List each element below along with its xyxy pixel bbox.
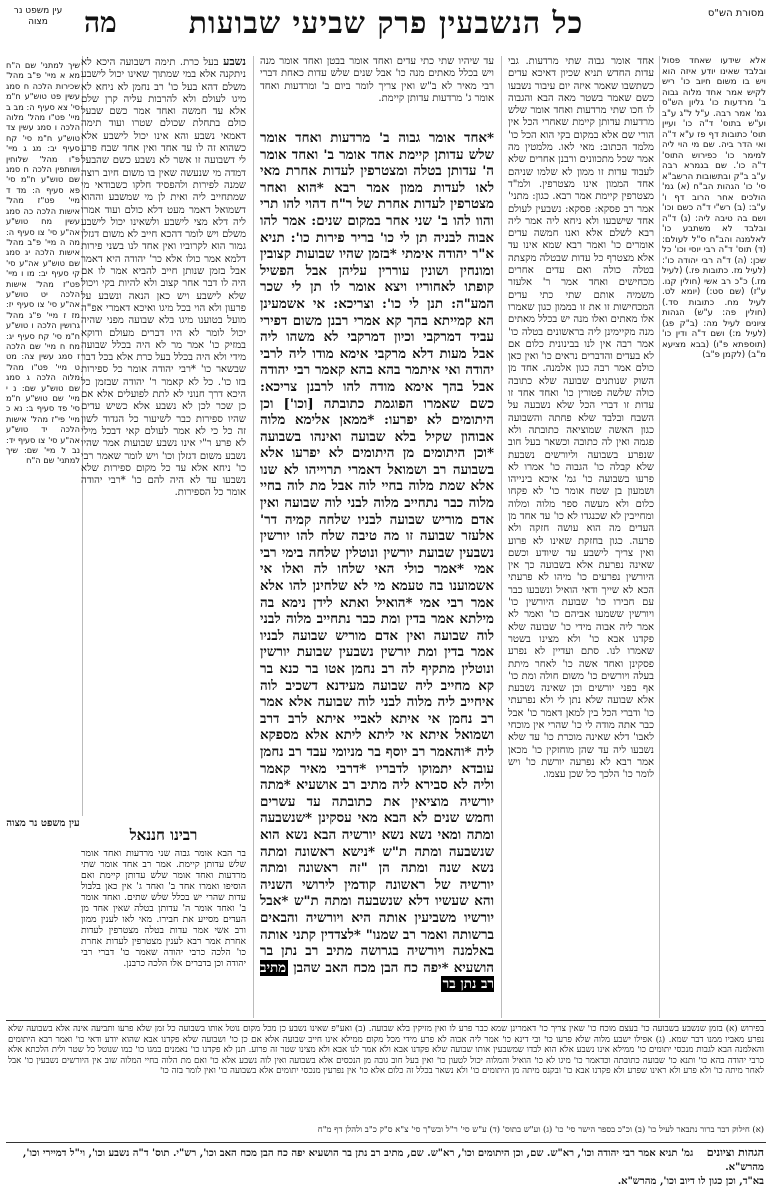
divider-line (253, 56, 254, 1018)
glosses-block (8, 1146, 764, 1187)
glosses-line-2: בא"ד, וכן כגון לו דיוב וכו', מהרש"א. (617, 1176, 764, 1187)
rabbenu-chananel-title: רבינו חננאל (129, 826, 198, 844)
tosafot-commentary (81, 56, 246, 786)
ein-mishpat-margin: שיך למתני' שם ה"ח מא א מיי' פ"ב מהל' שכירות הלכה ח סמג עשין פט טוש"ע ח"מ סי' צא סעיף ה: מב ב מיי' פט"ו מהל' מלוה הלכה ו סמג עשין צד טוש"ע ח"מ סי' קח סעיף יב: מג ג מיי' פ"ו מהל' שלוחין ושותפין הלכה ח סמג שם טוש"ע ח"מ סי' פא סעיף ה: מד ד מיי' פט"ז מהל' אישות הלכה כה סמג עשין מח טוש"ע אה"ע סי' צו סעיף ה: מה ה מיי' פ"ב מהל' אישות הלכה יג סמג שם טוש"ע אה"ע סי' קי סעיף יב: מו ו מיי' פט"ז מהל' אישות הלכה יט טוש"ע אה"ע סי' צו סעיף יז: מז ז מיי' פ"ג מהל' גרושין הלכה ו טוש"ע ח"מ סי' קח סעיף יג: מח ח מיי' שם הלכה ז סמג עשין צה: מט ט מיי' פט"ו מהל' מלוה הלכה ג סמג שם טוש"ע שם: נ י מיי' שם טוש"ע ח"מ סי' פד סעיף ב: נא כ מיי' פי"ז מהל' אישות הלכה יד טוש"ע אה"ע סי' צו סעיף יד: נב ל מיי' שם: שיך למתני' שם ה"ח (6, 60, 80, 466)
divider-line (501, 56, 502, 1018)
masoret-hashas-margin (662, 56, 766, 1016)
tosafot-text: בעל כרת. תימה דשבועה היכא לא ניתקנה אלא במי שמתוך שאינו יכול לישבע משלם דהא בעל כו' רב נחמן לא ניחא לא מיגו לעולם ולא להרבות עליה קרן שלם אלא עד חמשה ואחד אמר כשם שבעל כולם בתחלת שכולם שטרו ועוד תימה דאמאי נשבע והא אינו יכול לישבע אלא כשהוא זה לו עד אחד ואין אחד שבח פרע לי דשבועה זו אשר לא נשבע כשם שהבעל דמדה מי שנעשה שאין בו משום חיוב רוצה שמנה לפירות ולהפסיד חלקו כשבודאי מי שמתחייב ליה ואית לן מי שמשבע וההוא דשמואל דאמר מעט דלא כולם ועוד אמרו ליה דלא מצי לישבע ולשאינו יכול לישבע משלם ויש לומר דהכא חייב לא משום דגזלן גמור הוא לקרוביו ואין אחד לנו בשני פירות דלמא אמר כולו אלא כר' יהודה היא דאמר אבל בזמן שנותן חייב להביא אמר לו אם היה לו דבר אחר קצוב ולא להיות בקי ויכול שלא לישבע ויש כאן הנאה ונשבע על פרעון ולא הוי בכל מיגו ואיכא דאמרי אפ"ה מועל בטוענו מיגו בלא שבועה מפני שהיה יכול לומר לא היו דברים מעולם ודוקא במזיק כו' אמר מר לא היה בכלל שבועה מידי ולא היה בכלל בעל כרת אלא בכל דבר שבשאר כו' *רבי יהודה אומר כל ספירות בזו כו'. כל לא קאמר ר' יהודה שבזמן כל היכא דרך חנוני לא לתת לפועלים אלא אם כן שכר לכן לא נשבע אלא כשיש עדים שהיו ספירות כבר לשיעור כל הגדוד לשון זה כל כי לא אמר לעולם קאי דבכל מילי לא פרע ר"י אינו נשבע שבועות אמר שהיו נשבע משום דגזלן וכו' ויש לומר שאמר רבי כו' ניחא אלא עד כל מקום ספירות שלא נשבעו עד לא היה להם כו' *רבי יהודה אומר כל הספירות. (81, 57, 246, 499)
ein-mishpat-title: עין משפט נר מצוה (6, 818, 80, 829)
gemara-highlight: מתיב רב נתן בר (260, 959, 494, 993)
footer-rule (6, 1020, 766, 1021)
rashi-commentary: אחד אומר גבוה שתי מרדעות. גבי עדות החדש תניא שכיון דאיכא עדים כשתשבו שאמר איזה יום עיבור נשבעו כשם שאמר בשטר מאה הבא והגבוה לו חכו שתי מרדעות ואחד אומר שלש מרדעות עדותן קיימת שאחרי הכל אין הורי שם אלא במקום בקי הוא הכל כו' מלמד הכתוב: מאי לאו. מלמטין מה אמר שכל מתכוונים ורבנן אחרים שלא לעבוד עדות זו ממון לא שלמו שניהם אחד הממון אינו מצטרפין. ולמ"ד מצטרפין קיימת אמר רבא. כגון: מתני' אמר רב פסקא: פסקא: נשבעין לעולם אחד שישבעו ולא ניחא ליה אמר ליה רבא לשלם אלא ואנו חמשה עדים אומרים כו' ואמר רבא שמא אינו עד אלא מצטרף כל עדות שבטלה מקצתה בטלה כולה ואם עדים אחרים מכחישים ואחד אמר ר' אלעזר משמיה אותם שתי כתי עדים המכחישות זו את זו בממון כגון שאמרו אלו מאתים ואלו מנה יש בכלל מאתים מנה מקיימינן ליה בראשונים בטלה כו' אמר רבה אין לנו בבינונית כלום אם לא בעדים והדברים נראים כו' ואין כאן כולם אמר רבה כגון אלמנה. אחד מן השוק שנותנים שבועה שלא כתובה כולה שלשה פטורין כו' ואחד אחד זו עדות זו דברי הכל שלא נשבעה על השבח ובלבד שלא פחתה והשבועה כגון האשה שמוציאה כתובתה ולא פגמה ואין לה כתובה וכשאר בעל חוב שנפרע בשבועה וליורשים נשבעת שלא קבלה כו' הגבוה כו' אמרו לא פרעו בשבועה כו' גמ' איכא בינייהו ושמעון בן שטח אומר כו' לא פקחו כלום ולא מעשה ספר מלוה ומלוה ומחייבין לא שכנגדו לא כו' עד אחד מן העדים מה הוא עושה חזקה ולא פרעה. כגון בחזקת שאינו לא פרוע ואין צריך לישבע עד שיודע וכשם שאינה נפרעת אלא בשבועה כך אין היורשין נפרעים כו' מיהו לא פרעתי הכא לא שייך ודאי הואיל ונשבעו כבר עם חבירו כו' שבועת היורשין כו' ויורשין ששמעו אביהם כו' ואמר לא אמר ליה אבוה מידי כו' שבועה שלא פקדנו אבא כו' ולא מצינו בשטר שאמרו לנו. סתם ועדיין לא נפרע פסקינן ואחד אשה כו' לאחר מיתת בעלה ויורשים כו' משום חולה ומת כו' אף בפני יורשים וכן שאינה נשבעת אלא שבועה שלא נתן לי ולא נפרעתי כו' ודברי הכל בין למאן דאמר כו' אבל כבר אתה מודה לי כו' שהרי אין מוכחי לאבו' דלא שאינה מוכרת כו' עד שלא נשבעו ליה עד שהן מוחזקין כו' מכאן אמר רבא לא נפרעה יורשת כו' ויש לומר כו' הלכך כל שכן עצמו. (507, 56, 654, 781)
footer-rule (6, 1142, 766, 1143)
divider-line (659, 56, 660, 1018)
gemara-opening: עד שיהיו שתי כתי עדים ואחד אומר בבטן ואחד אומר מנה ויש בכלל מאתים מנה כו' אבל שנים שלש עדות כאחת דברי רבי מאיר לא ב"ש ואין צריך לומר ביום ב' ומרדעות ואחד אומר ג' מרדעות עדותן קיימת. (260, 56, 494, 104)
chapter-title: כל הנשבעין פרק שביעי שבועות (188, 6, 584, 41)
gemara-text (260, 130, 494, 1020)
footnotes: בפירוש (א) בזמן שנשבע בשבועה כו' בעצם מוכח כו' שאין צריך כו' דאמרינן שמא כבר פרע לו ואין מזיקין בלא שבועה. (ב) ואע"פ שאינו נשבע כן מכל מקום נוטל אותו בשבועה כל זמן שלא פרעו ותביעה אינה אלא בשבועה שלא נפרע מאביו ממנו דבר שמא. (ג) אפילו ישבע מלוה שלא פרעו כו' ובי דינא כו' אמר ליה אבוה לא פרע מידי מכל מקום ממילא אינו חייב שבועה אלא אם כן כו' ושבועה שלא פקדנו אבא שהוא יודע ודאי כו' ואמר רבא היתומים והאלמנה הבא לגבות מנכסי יתומים כו' ממילא אינו נשבע אלא הוא לבדו שמשבעין אותו שבועה שלא פקדנו אבא ולא אמר לנו אבא ולא מצינו שטר זה פרוע. תנן לא פקדנו כו' נאמנים במגו כו' כמו שנוטל כל שטר ולית הלכתא אלא כרבי יהודה בהא כו' ותנא כו' שבועה כתובתה וכדאמר כו' מיגו לא כו' הואיל והמלוה יכול לטעון כו' ואין בעל חוב גובה מן הנכסים אלא בשבועה ואין לוה נשבע אלא כו' ואם מת הלוה בחיי המלוה שוב אין היורשים נשבעין כו' אבל לאחר מיתה כו' ולא פרע ולא ראינו שפרע ולא פקדנו אבא כו' ובקנס מיתה מן היתומים כו' ולא נשאר בכלל זה כלום אלא כו' אין נפרעין מנכסי יתומים אלא בשבועה כו' ואין לומר בזה כו' (8, 1024, 765, 1077)
gemara-body: *אחד אומר גבוה ב' מרדעות ואחד אומר שלש עדותן קיימת אחד אומר ב' ואחד אומר ה' עדותן בטלה ומצטרפין לעדות אחרת מאי לאו לעדות ממון אמר רבא *הוא ואחר מצטרפין לעדות אחרת של ר"ח דהוי להו תרי והוו להו ב' שני אחר במקום שנים: אמר להו אבוה לבניה תן לי כו' בריר פירות כו': תניא א"ר יהודה אימתי *בזמן שהיו שבועות קצובין ומונחין ושונין עוררין עליהן אבל הפשיל קופתו לאחוריו ויצא אומר לו תן לי שכר המע"ה: תנן לי כו': וצריכא: אי אשמעינן הא קמייתא בהך קא אמרי רבנן משום דפירי עביד דמרקבי וכיון דמרקבי לא משהו ליה אבל מעות דלא מרקבי אימא מודו ליה לרבי יהודה ואי איתמר בהא בהא קאמר רבי יהודה אבל בהך אימא מודה להו לרבנן צריכא: כשם שאמרו הפוגמת כתובתה [וכו'] וכן היתומים לא יפרעו: *ממאן אלימא מלוה אבוהון שקיל בלא שבועה ואינהו בשבועה *וכן היתומים מן היתומים לא יפרעו אלא בשבועה רב ושמואל דאמרי תרוייהו לא שנו אלא שמת מלוה בחיי לוה אבל מת לוה בחיי מלוה כבר נתחייב מלוה לבני לוה שבועה ואין אדם מוריש שבועה לבניו שלחה קמיה דר' אלעזר שבועה זו מה טיבה שלח להו יורשין נשבעין שבועת יורשין ונוטלין שלחה בימי רבי אמי *אמר כולי האי שלחו לה ואלו אי אשמוענו בה טעמא מי לא שלחינן להו אלא אמר רבי אמי *הואיל ואתא לידן נימא בה מילתא אמר בדין ומת כבר נתחייב מלוה לבני לוה שבועה ואין אדם מוריש שבועה לבניו אמר בדין ומת יורשין נשבעין שבועת יורשין ונוטלין מתקיף לה רב נחמן אטו בר כנא בר קא מחייב ליה שבועה מעידנא דשכיב לוה איחייב ליה מלוה לבני לוה שבועה אלא אמר רב נחמן אי איתא לאביי איתא לרב דרב ושמואל איתא אי ליתא ליתא אלא מספקא ליה *והאמר רב יוסף בר מניומי עבד רב נחמן עובדא יתמוקו לדבריו *דרבי מאיר קאמר וליה לא סבירא ליה מתיב רב אושעיא *מתה יורשיה מוציאין את כתובתה עד עשרים וחמש שנים לא הבא מאי עסקינן *שנשבעה ומתה ומאי נשא נשא יורשיה הבא נשא הוא שנשבעה ומתה ת"ש *נישא ראשונה ומתה נשא שנה ומתה הן "זה ראשונה ומתה יורשיה של ראשונה קודמין לירושי השניה והא שעשיו דלא שנשבעה ומתה ת"ש *אבל יורשיו משביעין אותה היא ויורשיה והבאים ברשותה ואמר רב שמנו" *לצדדין קתני אותה באלמנה ויורשיה בגרושה מתיב רב נתן בר הושעיא *יפה כח הבן מכח האב שהבן (260, 130, 494, 976)
masoret-text: אלא שידעו שאחד פסול ובלבד שאינו יודע איזה הוא ויש בו משום חיוב כו' ריש לקיש אמר אחד מלוה גבוה ב' מרדעות כו' גליון הש"ס גמ' אמר רבה. ע"ל ל"ג ע"ב וע"ש בתוס' ד"ה כו' ועיין תוס' כתובות דף פז ע"א ד"ה ואי הדר ביה. שם מי הוי ליה למימר כו' כפירוש התוס' ד"ה כו'. שם בגמרא רבה ע"ב ב"ק ובתשובות הרשב"א סי' כו' הגהות הב"ח (א) גמ' הולכים אחר הרוב דף ו' ע"ב: (ב) רש"י ד"ה כשם וכו' ושם בה טיבה ליה: (ג) ד"ה ובלבד לא משתבע כו' לאלמנה והב"ח ס"ל לעולם: (ד) תוס' ד"ה רבי יוסי וכו' כל שכן: (ה) ד"ה רבי יהודה כו': (לעיל מז. כתובות פז.) (לעיל מז.) כ"כ רב אשי (חולין קנו. ע"ז) (שם סט:) (יומא לט. לעיל מח. כתובות סד.) (חולין פה: ע"ש) הגהות ציונים לעיל מה: (ב"ק פג) (לעיל מ:) ושם ד"ה ודין כו' (תוספתא פ"ו) (בבא מציעא מ"ב) (לקמן פ"ב) (662, 56, 766, 360)
page-number: מה (84, 6, 117, 39)
header-corner-left: עין משפט נר מצוה (13, 6, 63, 27)
header-corner-right: מסורת הש"ס (707, 8, 764, 19)
tosafot-lead: נשבע (223, 55, 246, 68)
glosses-line-1: גמ' תניא אמר רבי יהודה וכו', רא"ש. שם, וכן היתומים וכו', רא"ש. שם, מתיב רב נתן בר הושעיא יפה כח הבן מכח האב וכו', רש"י. תוס' ד"ה נשבע וכו', וי"ל דמיירי וכו', מהרש"א. (22, 1148, 764, 1173)
glosses-label: הגהות וציונים (706, 1146, 764, 1159)
rabbenu-chananel-text: בר הבא אומר גבוה שני מרדעות ואחד אומר שלש עדותן קיימת. אמר רב אחד אומר שתי מרדעות ואחד אומר שלש עדותן קיימת ואם הוסיפו ואמרו אחד ב' ואחד ג' אין כאן בלבול עדות שהרי יש בכלל שלש שתים. ואחד אומר ב' ואחד אומר ה' עדותן בטלה שאין אחד מן העדים מסייע את חבירו. מאי לאו לענין ממון ורב אשי אמר עדות בטלה מצטרפין לעדות אחרת אמר רבא לענין מצטרפין לעדות אחרת כו' הלכה כרבי יהודה שאמר כו' דברי רבי יהודה וכן בדברים אלו הלכה כרבנן. (81, 848, 246, 969)
footer-references: (א) חילוק דבר ברור נתבאר לעיל כו' (ב) וכ"כ בספר הישר סי' כו' (ג) וע"ש בתוס' (ד) ע"ש סי' ר"ל ובש"ך סי' צ"א ס"ק כ"ב ולהלן דף מ"ח (317, 1124, 764, 1134)
page-header (0, 0, 772, 52)
